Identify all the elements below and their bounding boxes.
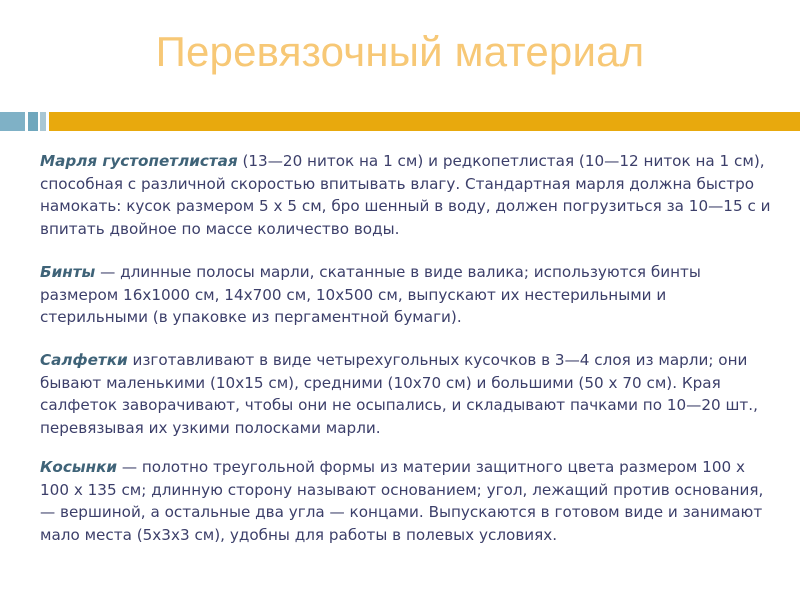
paragraph-bandages xyxy=(40,261,775,329)
paragraph-gauze xyxy=(40,150,775,240)
paragraph-bandages-lead: Бинты xyxy=(40,263,96,281)
accent-segment-3 xyxy=(40,112,46,131)
paragraph-napkins xyxy=(40,349,775,439)
title-underline-bar xyxy=(49,112,800,131)
accent-segment-2 xyxy=(28,112,38,131)
paragraph-napkins-text: изготавливают в виде четырехугольных кусочков в 3—4 слоя из марли; они бывают маленькими (10x15 см), средними (10x70 см) и большими (50 х 70 см). Края салфеток заворачивают, чтобы они не осыпались, и складывают пачками по 10—20 шт., перевязывая их узкими полосками марли. xyxy=(40,351,758,437)
paragraph-gauze-lead: Марля густопетлистая xyxy=(40,152,238,170)
paragraph-bandages-text: — длинные полосы марли, скатанные в виде валика; используются бинты размером 16x1000 см, 14x700 см, 10x500 см, выпускают их нестерильными и стерильными (в упаковке из пергаментной бумаги). xyxy=(40,263,701,327)
paragraph-gauze-text: (13—20 ниток на 1 см) и редкопетлистая (10—12 ниток на 1 см), способная с различной скоростью впитывать влагу. Стандартная марля должна быстро намокать: кусок размером 5 х 5 см, бро шенный в воду, должен погрузиться за 10—15 с и впитать двойное по массе количество воды. xyxy=(40,152,771,238)
slide-title: Перевязочный материал xyxy=(155,28,645,75)
paragraph-kerchiefs xyxy=(40,456,775,546)
paragraph-napkins-lead: Салфетки xyxy=(40,351,128,369)
accent-segment-1 xyxy=(0,112,25,131)
decorative-accent-bar xyxy=(0,112,38,131)
paragraph-kerchiefs-text: — полотно треугольной формы из материи защитного цвета размером 100 х 100 х 135 см; длинную сторону называют основанием; угол, лежащий против основания, — вершиной, а остальные два угла — концами. Выпускаются в готовом виде и занимают мало места (5x3x3 см), удобны для работы в полевых условиях. xyxy=(40,458,764,544)
paragraph-kerchiefs-lead: Косынки xyxy=(40,458,118,476)
